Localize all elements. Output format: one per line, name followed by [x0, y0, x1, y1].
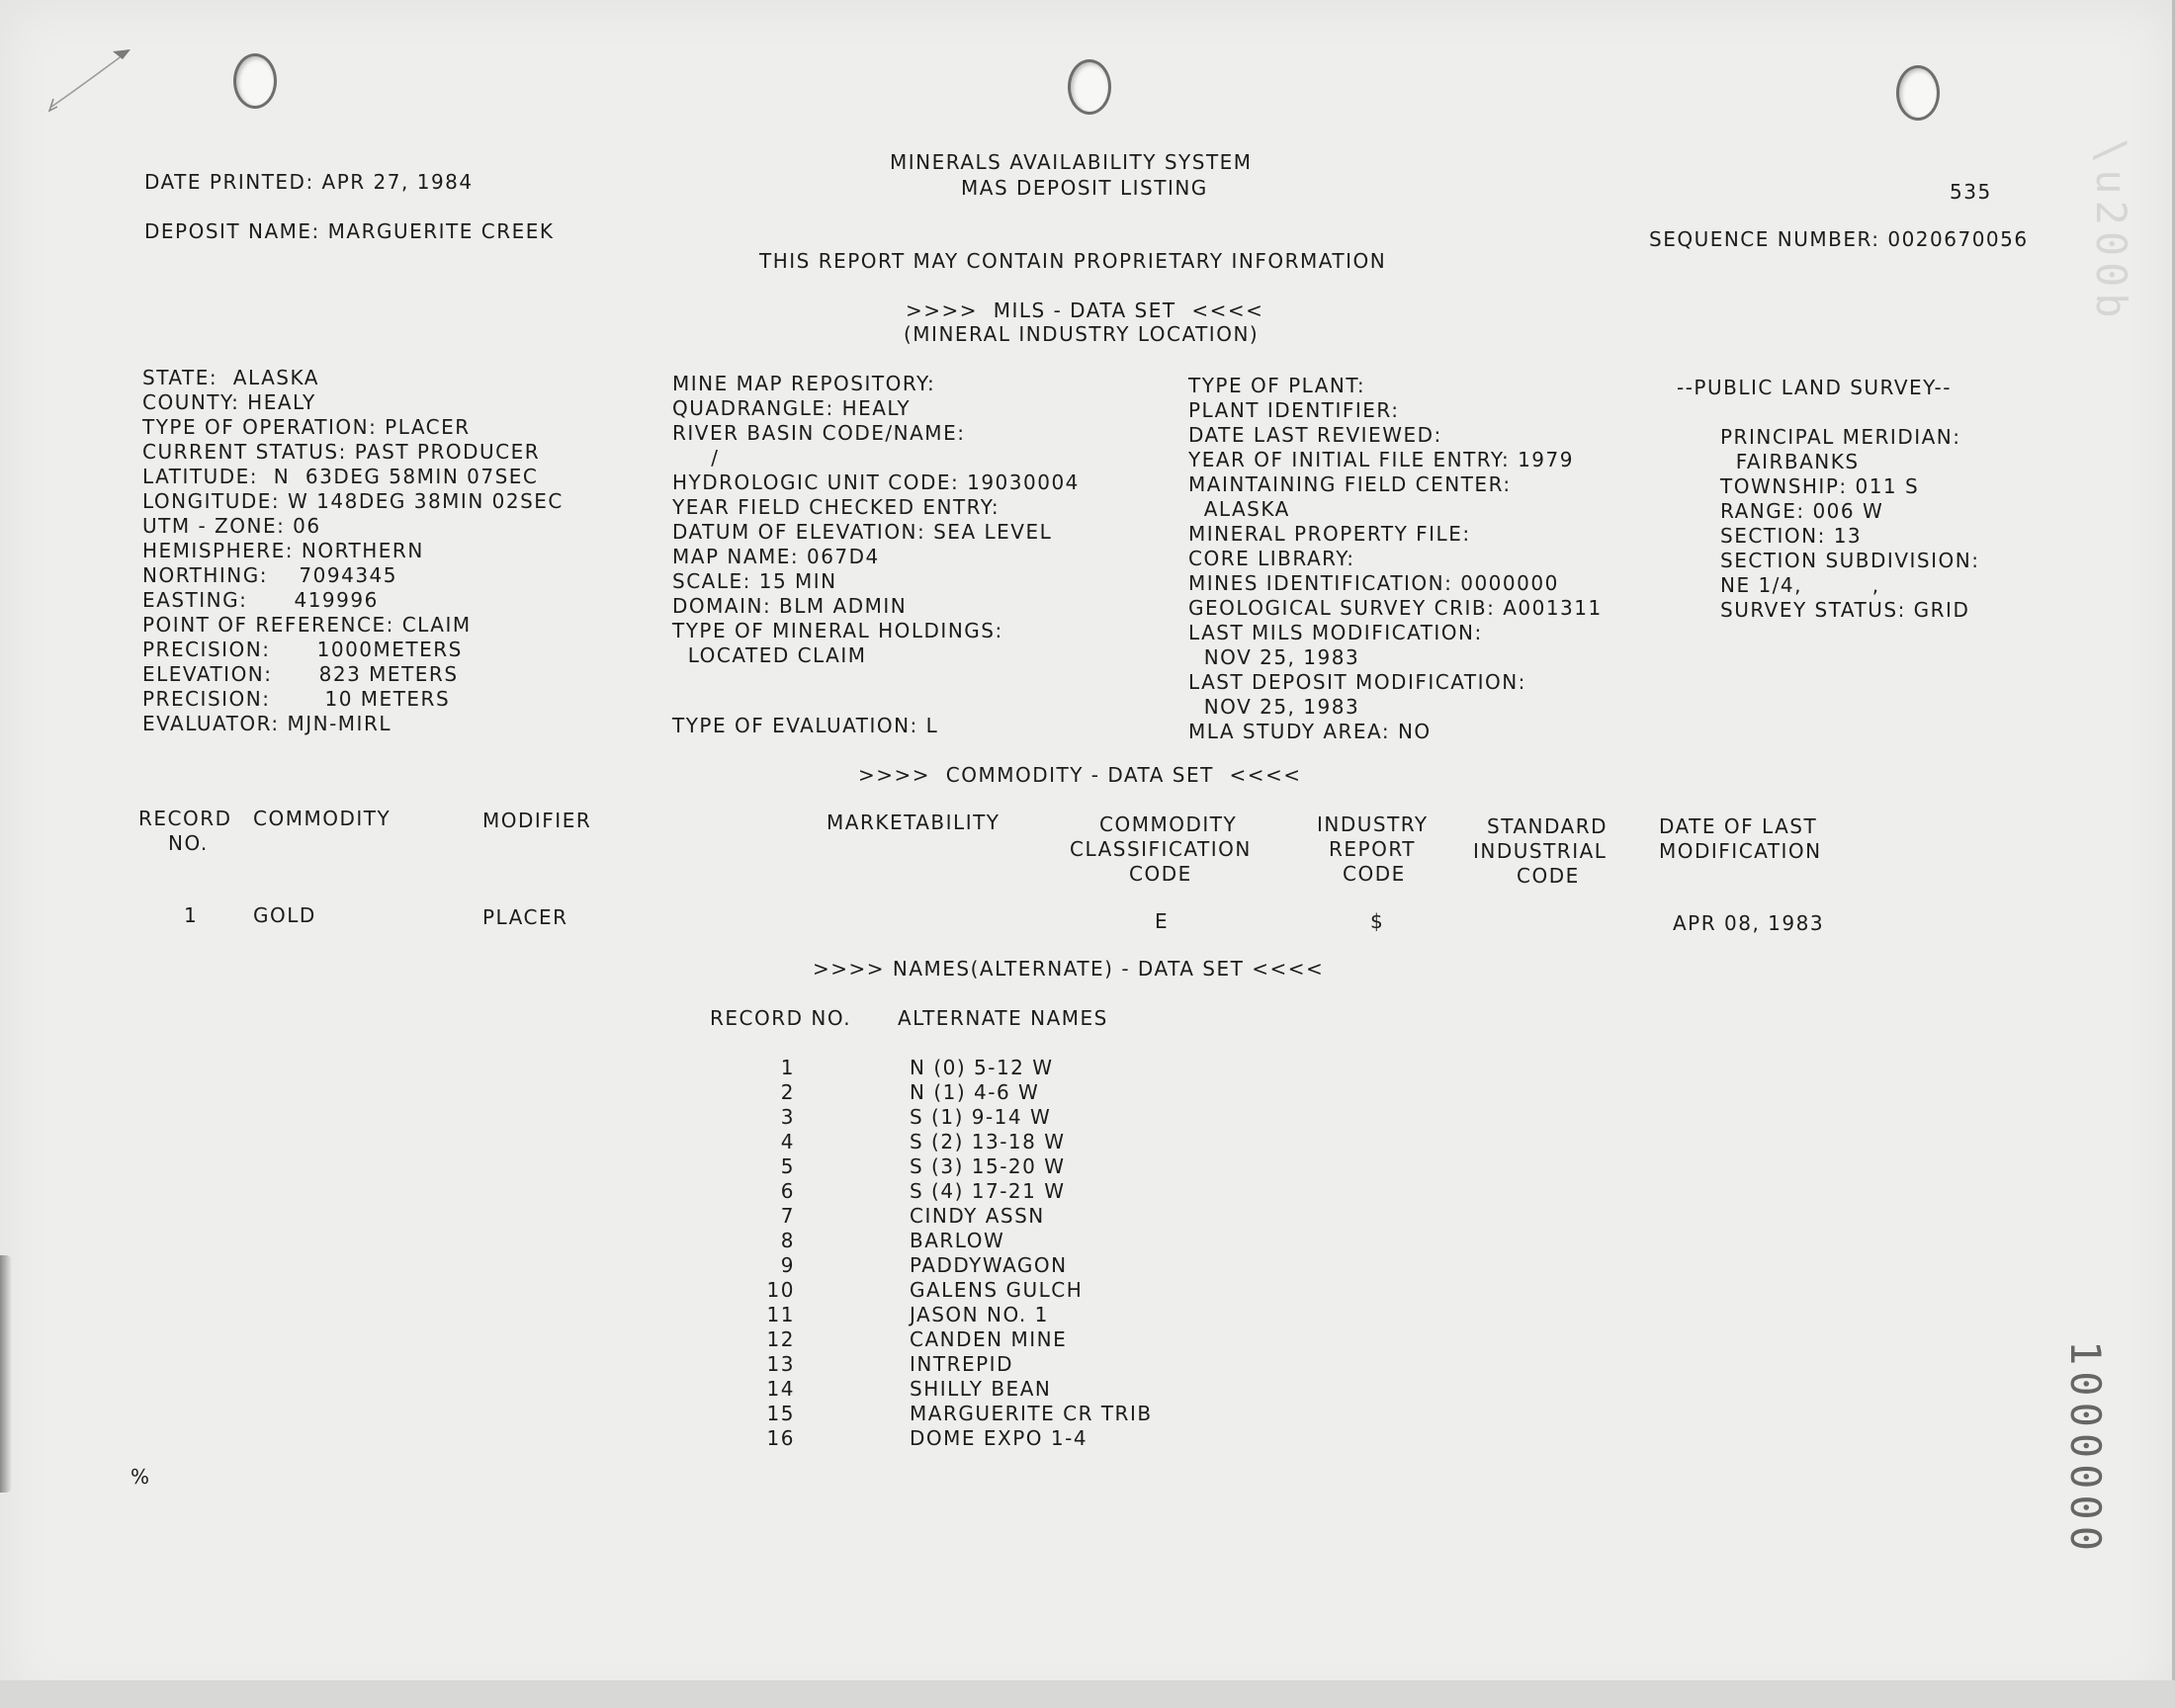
alternate-name: INTREPID	[910, 1352, 1013, 1376]
alternate-name: S (4) 17-21 W	[910, 1179, 1066, 1203]
name-record-no: 2	[780, 1080, 795, 1104]
field: FAIRBANKS	[1720, 450, 1860, 473]
field: COUNTY: HEALY	[142, 390, 316, 414]
ghost-stamp: \u200b	[2087, 138, 2135, 324]
alternate-name: SHILLY BEAN	[910, 1377, 1052, 1401]
alternate-name: BARLOW	[910, 1229, 1005, 1252]
field: TYPE OF OPERATION: PLACER	[142, 415, 471, 439]
name-record-no: 8	[780, 1229, 795, 1252]
name-record-no: 4	[780, 1130, 795, 1153]
col-header-record: RECORD	[138, 807, 232, 830]
field: PRECISION: 1000METERS	[142, 638, 463, 661]
field: NOV 25, 1983	[1188, 645, 1360, 669]
col-header-sic: INDUSTRIAL	[1473, 839, 1608, 863]
field: SECTION SUBDIVISION:	[1720, 549, 1980, 572]
field: EVALUATOR: MJN-MIRL	[142, 712, 392, 735]
field: NOV 25, 1983	[1188, 695, 1360, 719]
names-header-alternate: ALTERNATE NAMES	[898, 1006, 1108, 1030]
punch-hole	[1068, 59, 1111, 115]
field: TYPE OF PLANT:	[1188, 374, 1366, 397]
field: MINES IDENTIFICATION: 0000000	[1188, 571, 1559, 595]
commodity-value: GOLD	[253, 903, 316, 927]
field: MINE MAP REPOSITORY:	[672, 372, 936, 395]
field: MINERAL PROPERTY FILE:	[1188, 522, 1471, 546]
field: /	[672, 446, 720, 470]
name-record-no: 7	[780, 1204, 795, 1228]
percent-mark: %	[130, 1465, 151, 1489]
field: NE 1/4, ,	[1720, 573, 1880, 597]
listing-title: MAS DEPOSIT LISTING	[961, 176, 1208, 200]
alternate-name: CINDY ASSN	[910, 1204, 1045, 1228]
field: LATITUDE: N 63DEG 58MIN 07SEC	[142, 465, 539, 488]
name-record-no: 11	[766, 1303, 795, 1326]
col-header-sic: STANDARD	[1487, 814, 1609, 838]
system-title: MINERALS AVAILABILITY SYSTEM	[890, 150, 1253, 174]
field: DOMAIN: BLM ADMIN	[672, 594, 908, 618]
field: YEAR OF INITIAL FILE ENTRY: 1979	[1188, 448, 1574, 471]
name-record-no: 14	[766, 1377, 795, 1401]
field: CURRENT STATUS: PAST PRODUCER	[142, 440, 541, 464]
field: CORE LIBRARY:	[1188, 547, 1355, 570]
field: MAP NAME: 067D4	[672, 545, 880, 568]
col-header-record-no: NO.	[168, 831, 209, 855]
alternate-name: CANDEN MINE	[910, 1327, 1068, 1351]
field: DATE LAST REVIEWED:	[1188, 423, 1442, 447]
name-record-no: 3	[780, 1105, 795, 1129]
page-number: 535	[1950, 180, 1992, 204]
col-header-sic: CODE	[1517, 864, 1580, 888]
name-record-no: 12	[766, 1327, 795, 1351]
field: PRECISION: 10 METERS	[142, 687, 451, 711]
alternate-name: MARGUERITE CR TRIB	[910, 1402, 1153, 1425]
field: YEAR FIELD CHECKED ENTRY:	[672, 495, 1000, 519]
page-bottom-edge	[0, 1680, 2175, 1708]
field: PLANT IDENTIFIER:	[1188, 398, 1400, 422]
field: POINT OF REFERENCE: CLAIM	[142, 613, 472, 637]
modifier-value: PLACER	[482, 905, 568, 929]
col-header-date-modified: MODIFICATION	[1659, 839, 1822, 863]
alternate-name: GALENS GULCH	[910, 1278, 1084, 1302]
col-header-ccc: CODE	[1129, 862, 1192, 886]
field: TYPE OF MINERAL HOLDINGS:	[672, 619, 1003, 642]
col-header-date-modified: DATE OF LAST	[1659, 814, 1818, 838]
field: GEOLOGICAL SURVEY CRIB: A001311	[1188, 596, 1603, 620]
names-header-record-no: RECORD NO.	[710, 1006, 852, 1030]
name-record-no: 10	[766, 1278, 795, 1302]
field: HEMISPHERE: NORTHERN	[142, 539, 424, 562]
punch-hole	[1896, 65, 1940, 121]
col-header-modifier: MODIFIER	[482, 809, 592, 832]
pencil-mark	[44, 38, 142, 117]
field: TOWNSHIP: 011 S	[1720, 474, 1920, 498]
col-header-commodity: COMMODITY	[253, 807, 392, 830]
proprietary-notice: THIS REPORT MAY CONTAIN PROPRIETARY INFORMATION	[759, 249, 1387, 273]
name-record-no: 6	[780, 1179, 795, 1203]
names-title: >>>> NAMES(ALTERNATE) - DATA SET <<<<	[813, 957, 1325, 981]
alternate-name: S (2) 13-18 W	[910, 1130, 1066, 1153]
alternate-name: DOME EXPO 1-4	[910, 1426, 1088, 1450]
binding-shadow	[0, 1255, 12, 1493]
classification-code-value: E	[1155, 909, 1170, 933]
col-header-marketability: MARKETABILITY	[826, 811, 1000, 834]
name-record-no: 1	[780, 1056, 795, 1079]
field: MAINTAINING FIELD CENTER:	[1188, 472, 1512, 496]
industry-report-code-value: $	[1370, 909, 1385, 933]
field: NORTHING: 7094345	[142, 563, 397, 587]
name-record-no: 5	[780, 1154, 795, 1178]
field: DATUM OF ELEVATION: SEA LEVEL	[672, 520, 1053, 544]
mils-title: >>>> MILS - DATA SET <<<<	[906, 299, 1264, 322]
punch-hole	[233, 53, 277, 109]
public-land-survey-title: --PUBLIC LAND SURVEY--	[1677, 376, 1952, 399]
field: LAST DEPOSIT MODIFICATION:	[1188, 670, 1526, 694]
deposit-name: DEPOSIT NAME: MARGUERITE CREEK	[144, 219, 555, 243]
field: RIVER BASIN CODE/NAME:	[672, 421, 966, 445]
col-header-irc: REPORT	[1329, 837, 1416, 861]
field: ALASKA	[1188, 497, 1290, 521]
alternate-name: N (1) 4-6 W	[910, 1080, 1040, 1104]
field: SECTION: 13	[1720, 524, 1863, 548]
col-header-irc: CODE	[1343, 862, 1406, 886]
field: RANGE: 006 W	[1720, 499, 1884, 523]
field: HYDROLOGIC UNIT CODE: 19030004	[672, 470, 1080, 494]
field: PRINCIPAL MERIDIAN:	[1720, 425, 1961, 449]
sequence-number: SEQUENCE NUMBER: 0020670056	[1649, 227, 2029, 251]
field: LAST MILS MODIFICATION:	[1188, 621, 1483, 644]
name-record-no: 16	[766, 1426, 795, 1450]
alternate-name: S (1) 9-14 W	[910, 1105, 1052, 1129]
alternate-name: PADDYWAGON	[910, 1253, 1068, 1277]
field: SCALE: 15 MIN	[672, 569, 837, 593]
field: UTM - ZONE: 06	[142, 514, 321, 538]
alternate-name: S (3) 15-20 W	[910, 1154, 1066, 1178]
type-of-evaluation: TYPE OF EVALUATION: L	[672, 714, 939, 737]
date-modified-value: APR 08, 1983	[1673, 911, 1825, 935]
name-record-no: 15	[766, 1402, 795, 1425]
field: EASTING: 419996	[142, 588, 379, 612]
mils-subtitle: (MINERAL INDUSTRY LOCATION)	[904, 322, 1260, 346]
name-record-no: 9	[780, 1253, 795, 1277]
commodity-title: >>>> COMMODITY - DATA SET <<<<	[858, 763, 1302, 787]
col-header-irc: INDUSTRY	[1317, 812, 1429, 836]
field: SURVEY STATUS: GRID	[1720, 598, 1970, 622]
col-header-ccc: CLASSIFICATION	[1070, 837, 1252, 861]
field: MLA STUDY AREA: NO	[1188, 720, 1432, 743]
name-record-no: 13	[766, 1352, 795, 1376]
date-printed: DATE PRINTED: APR 27, 1984	[144, 170, 474, 194]
record-no: 1	[184, 903, 199, 927]
alternate-name: JASON NO. 1	[910, 1303, 1049, 1326]
field: ELEVATION: 823 METERS	[142, 662, 459, 686]
alternate-name: N (0) 5-12 W	[910, 1056, 1054, 1079]
field: STATE: ALASKA	[142, 366, 319, 389]
field: QUADRANGLE: HEALY	[672, 396, 912, 420]
col-header-ccc: COMMODITY	[1099, 812, 1238, 836]
field: LONGITUDE: W 148DEG 38MIN 02SEC	[142, 489, 564, 513]
field: LOCATED CLAIM	[672, 643, 867, 667]
vertical-stamp-number: 1000000	[2061, 1340, 2110, 1558]
